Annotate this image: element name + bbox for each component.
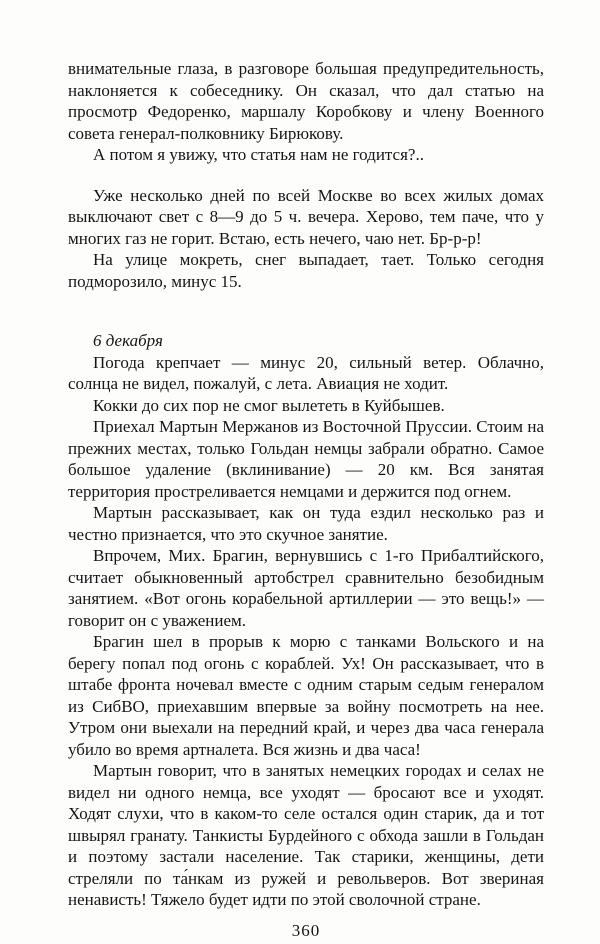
- paragraph: Уже несколько дней по всей Москве во всех жилых домах выключают свет с 8—9 до 5 ч. вечера. Херово, тем паче, что у многих газ не горит. Встаю, есть нечего, чаю нет. Бр-р-р!: [68, 185, 544, 248]
- text-column: [68, 58, 544, 911]
- paragraph: Брагин шел в прорыв к морю с танками Вольского и на берегу попал под огонь с кораблей. Ух! Он рассказывает, что в штабе фронта ночевал вместе с одним старым седым генералом из СибВО, приехавшим впервые за войну посмотреть на нее. Утром они выехали на передний край, и через два часа генерала убило во время артналета. Вся жизнь и два часа!: [68, 632, 544, 759]
- paragraph: Впрочем, Мих. Брагин, вернувшись с 1-го Прибалтийского, считает обыкновенный артобстрел сравнительно безобидным занятием. «Вот огонь корабельной артиллерии — это вещь!» — говорит он с уважением.: [68, 546, 544, 630]
- paragraph: Мартын говорит, что в занятых немецких городах и селах не видел ни одного немца, все уходят — бросают все и уходят. Ходят слухи, что в каком-то селе остался один старик, да и тот швырял гранату. Танкисты Бурдейного с обхода зашли в Гольдан и поэтому застали население. Так старики, женщины, дети стреляли по та́нкам из ружей и револьверов. Вот звериная ненависть! Тяжело будет идти по этой сволочной стране.: [68, 761, 544, 909]
- page-number: 360: [291, 920, 321, 940]
- paragraph: Погода крепчает — минус 20, сильный ветер. Облачно, солнца не видел, пожалуй, с лета. Авиация не ходит.: [68, 352, 544, 393]
- paragraph: Мартын рассказывает, как он туда ездил несколько раз и честно признается, что это скучное занятие.: [68, 503, 544, 544]
- paragraph-continuation: внимательные глаза, в разговоре большая предупредительность, наклоняется к собеседнику. Он сказал, что дал статью на просмотр Федоренко, маршалу Коробкову и члену Военного совета генерал-полковнику Бирюкову.: [68, 59, 544, 143]
- paragraph: Кокки до сих пор не смог вылететь в Куйбышев.: [93, 395, 445, 415]
- paragraph: Приехал Мартын Мержанов из Восточной Пруссии. Стоим на прежних местах, только Гольдан немцы забрали обратно. Самое большое удаление (вклинивание) — 20 км. Вся занятая территория простреливается немцами и держится под огнем.: [68, 417, 544, 501]
- paragraph: А потом я увижу, что статья нам не годится?..: [93, 145, 424, 164]
- paragraph: На улице мокреть, снег выпадает, тает. Только сегодня подморозило, минус 15.: [68, 250, 544, 291]
- date-heading: 6 декабря: [93, 331, 163, 350]
